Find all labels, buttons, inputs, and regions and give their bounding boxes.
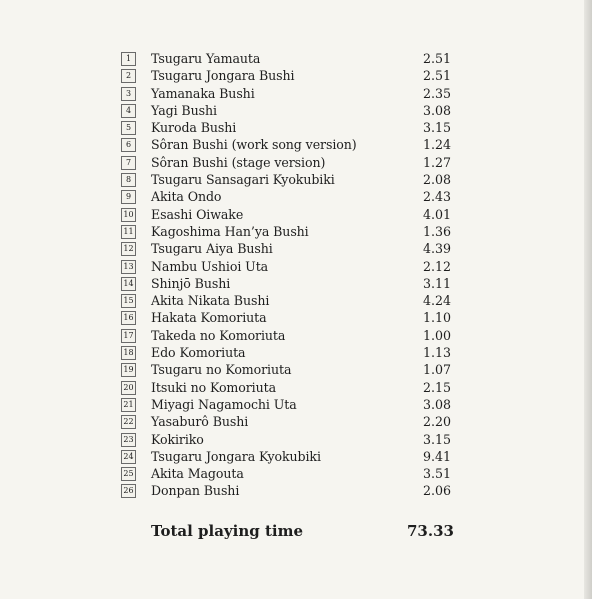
track-duration: 4.24 — [423, 293, 452, 309]
total-value: 73.33 — [407, 522, 454, 540]
track-row — [121, 67, 461, 84]
track-title: Kuroda Bushi — [151, 120, 237, 136]
track-row — [121, 448, 461, 465]
track-row — [121, 102, 461, 119]
track-number-box: 12 — [121, 242, 136, 256]
track-title: Hakata Komoriuta — [151, 310, 267, 326]
track-title: Miyagi Nagamochi Uta — [151, 396, 297, 412]
track-row — [121, 171, 461, 188]
track-duration: 1.24 — [423, 137, 452, 153]
track-title: Tsugaru Jongara Bushi — [151, 68, 295, 84]
track-title: Yasaburô Bushi — [151, 414, 249, 430]
track-number-box: 10 — [121, 208, 136, 222]
total-label: Total playing time — [151, 522, 303, 540]
track-duration: 9.41 — [423, 448, 452, 464]
track-duration: 2.12 — [423, 258, 452, 274]
track-row — [121, 327, 461, 344]
track-duration: 2.15 — [423, 379, 452, 395]
track-title: Tsugaru Sansagari Kyokubiki — [151, 172, 335, 188]
track-title: Sôran Bushi (work song version) — [151, 137, 357, 153]
track-row — [121, 431, 461, 448]
track-duration: 2.51 — [423, 68, 452, 84]
track-row — [121, 240, 461, 257]
track-duration: 2.51 — [423, 51, 452, 66]
track-number-box: 20 — [121, 381, 136, 395]
track-duration: 4.01 — [423, 206, 452, 222]
track-row — [121, 413, 461, 430]
track-number-box: 17 — [121, 329, 136, 343]
track-row — [121, 50, 461, 67]
track-number-box: 3 — [121, 87, 136, 101]
page-edge-shadow — [584, 0, 592, 599]
track-duration: 2.06 — [423, 483, 452, 499]
track-row — [121, 396, 461, 413]
track-title: Kagoshima Han’ya Bushi — [151, 223, 309, 239]
track-duration: 2.35 — [423, 85, 452, 101]
track-number-box: 7 — [121, 156, 136, 170]
track-number-box: 21 — [121, 398, 136, 412]
track-duration: 1.27 — [423, 154, 452, 170]
track-row — [121, 465, 461, 482]
track-duration: 1.36 — [423, 223, 452, 239]
track-duration: 3.15 — [423, 120, 452, 136]
track-title: Takeda no Komoriuta — [151, 327, 286, 343]
track-duration: 4.39 — [423, 241, 452, 257]
track-row — [121, 136, 461, 153]
track-row — [121, 482, 461, 499]
track-title: Itsuki no Komoriuta — [151, 379, 276, 395]
track-number-box: 23 — [121, 433, 136, 447]
track-title: Akita Magouta — [151, 466, 244, 482]
track-duration: 3.08 — [423, 396, 452, 412]
track-row — [121, 275, 461, 292]
track-row — [121, 344, 461, 361]
track-title: Kokiriko — [151, 431, 204, 447]
track-row — [121, 206, 461, 223]
track-number-box: 19 — [121, 363, 136, 377]
track-list — [121, 50, 461, 500]
track-duration: 2.08 — [423, 172, 452, 188]
track-number-box: 9 — [121, 190, 136, 204]
track-title: Edo Komoriuta — [151, 345, 246, 361]
track-duration: 2.20 — [423, 414, 452, 430]
track-title: Nambu Ushioi Uta — [151, 258, 269, 274]
track-number-box: 26 — [121, 484, 136, 498]
track-number-box: 2 — [121, 69, 136, 83]
track-row — [121, 188, 461, 205]
track-row — [121, 223, 461, 240]
track-number-box: 13 — [121, 260, 136, 274]
track-row — [121, 379, 461, 396]
track-duration: 3.51 — [423, 466, 452, 482]
track-row — [121, 292, 461, 309]
track-title: Yamanaka Bushi — [151, 85, 255, 101]
track-title: Esashi Oiwake — [151, 206, 244, 222]
track-title: Shinjō Bushi — [151, 275, 231, 291]
track-title: Yagi Bushi — [151, 102, 217, 118]
track-duration: 2.43 — [423, 189, 452, 205]
track-number-box: 4 — [121, 104, 136, 118]
track-row — [121, 309, 461, 326]
track-number-box: 14 — [121, 277, 136, 291]
track-number-box: 24 — [121, 450, 136, 464]
track-title: Tsugaru Jongara Kyokubiki — [151, 448, 321, 464]
track-title: Sôran Bushi (stage version) — [151, 154, 326, 170]
track-title: Tsugaru Aiya Bushi — [151, 241, 273, 257]
track-duration: 1.00 — [423, 327, 452, 343]
track-row — [121, 119, 461, 136]
track-row — [121, 154, 461, 171]
track-duration: 3.11 — [423, 275, 452, 291]
track-duration: 1.07 — [423, 362, 452, 378]
track-number-box: 15 — [121, 294, 136, 308]
track-number-box: 11 — [121, 225, 136, 239]
total-playing-time-row — [151, 520, 461, 542]
track-title: Tsugaru Yamauta — [151, 51, 261, 66]
track-number-box: 5 — [121, 121, 136, 135]
track-number-box: 18 — [121, 346, 136, 360]
track-duration: 1.13 — [423, 345, 452, 361]
track-title: Akita Ondo — [151, 189, 222, 205]
track-title: Tsugaru no Komoriuta — [151, 362, 292, 378]
track-duration: 3.15 — [423, 431, 452, 447]
track-number-box: 25 — [121, 467, 136, 481]
track-title: Akita Nikata Bushi — [151, 293, 270, 309]
track-number-box: 22 — [121, 415, 136, 429]
track-duration: 1.10 — [423, 310, 452, 326]
track-title: Donpan Bushi — [151, 483, 240, 499]
track-row — [121, 258, 461, 275]
track-number-box: 6 — [121, 138, 136, 152]
track-number-box: 8 — [121, 173, 136, 187]
track-row — [121, 85, 461, 102]
track-number-box: 16 — [121, 311, 136, 325]
track-number-box: 1 — [121, 52, 136, 66]
track-duration: 3.08 — [423, 102, 452, 118]
track-row — [121, 361, 461, 378]
